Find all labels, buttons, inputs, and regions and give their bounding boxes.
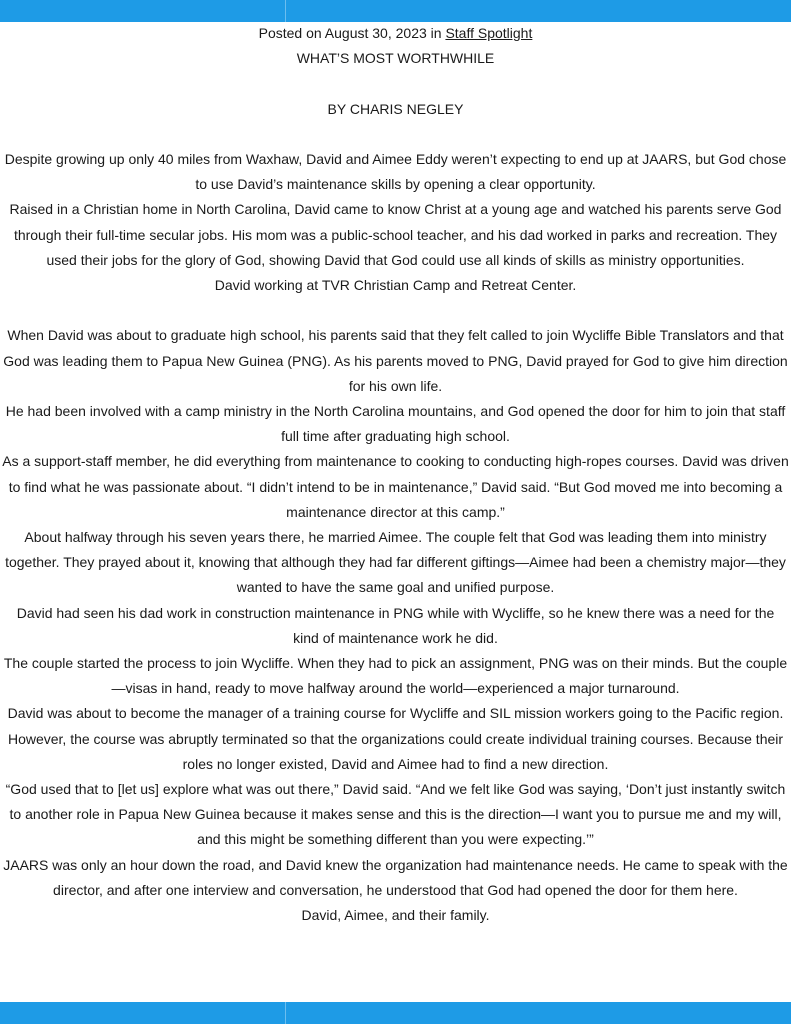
top-banner-bar [0, 0, 791, 22]
category-link[interactable]: Staff Spotlight [445, 25, 533, 41]
paragraph: As a support-staff member, he did everything from maintenance to cooking to conducting high-ropes courses. David was driven to find what he was passionate about. “I didn’t intend to be in maintenance,” David said. “But God moved me into becoming a maintenance director at this camp.” [2, 453, 789, 520]
paragraph: The couple started the process to join Wycliffe. When they had to pick an assignment, PNG was on their minds. But the couple—visas in hand, ready to move halfway around the world—experienced a major turnaround. [3, 655, 788, 697]
paragraph: He had been involved with a camp ministry in the North Carolina mountains, and God opened the door for him to join that staff full time after graduating high school. [5, 403, 786, 445]
bottom-banner-bar [0, 1002, 791, 1024]
paragraph: “God used that to [let us] explore what was out there,” David said. “And we felt like God was saying, ‘Don’t just instantly switch to another role in Papua New Guinea because it makes sense and this is the direction—I want you to pursue me and my will, and this might be something different than you were expecting.’” [5, 781, 786, 848]
top-bar-divider [285, 0, 286, 22]
paragraph: JAARS was only an hour down the road, and David knew the organization had maintenance needs. He came to speak with the director, and after one interview and conversation, he understood that God had opened the door for them here. [3, 856, 788, 898]
article-byline: BY CHARIS NEGLEY [327, 100, 464, 117]
spacer [0, 71, 791, 96]
paragraph: When David was about to graduate high school, his parents said that they felt called to join Wycliffe Bible Translators and that God was leading them to Papua New Guinea (PNG). As his parents moved to PNG, David prayed for God to give him direction for his own life. [3, 327, 788, 394]
article-title: WHAT’S MOST WORTHWHILE [296, 50, 495, 67]
article-body [0, 21, 791, 928]
image-caption: David working at TVR Christian Camp and Retreat Center. [214, 277, 577, 293]
spacer [0, 298, 791, 323]
post-meta [0, 21, 791, 46]
paragraph-intro: Despite growing up only 40 miles from Waxhaw, David and Aimee Eddy weren’t expecting to end up at JAARS, but God chose to use David’s maintenance skills by opening a clear opportunity. [4, 150, 787, 193]
spacer [0, 122, 791, 147]
image-caption: David, Aimee, and their family. [301, 907, 490, 924]
paragraph: About halfway through his seven years there, he married Aimee. The couple felt that God was leading them into ministry together. They prayed about it, knowing that although they had far different giftings—Aimee had been a chemistry major—they wanted to have the same goal and unified purpose. [5, 529, 786, 596]
paragraph: David had seen his dad work in construction maintenance in PNG while with Wycliffe, so he knew there was a need for the kind of maintenance work he did. [16, 604, 775, 646]
bottom-bar-divider [285, 1002, 286, 1024]
paragraph: David was about to become the manager of a training course for Wycliffe and SIL mission workers going to the Pacific region. However, the course was abruptly terminated so that the organizations could create individual training courses. Because their roles no longer existed, David and Aimee had to find a new direction. [7, 705, 784, 772]
posted-date: Posted on August 30, 2023 in [258, 25, 446, 41]
paragraph: Raised in a Christian home in North Carolina, David came to know Christ at a young age and watched his parents serve God through their full-time secular jobs. His mom was a public-school teacher, and his dad worked in parks and recreation. They used their jobs for the glory of God, showing David that God could use all kinds of skills as ministry opportunities. [9, 201, 782, 268]
